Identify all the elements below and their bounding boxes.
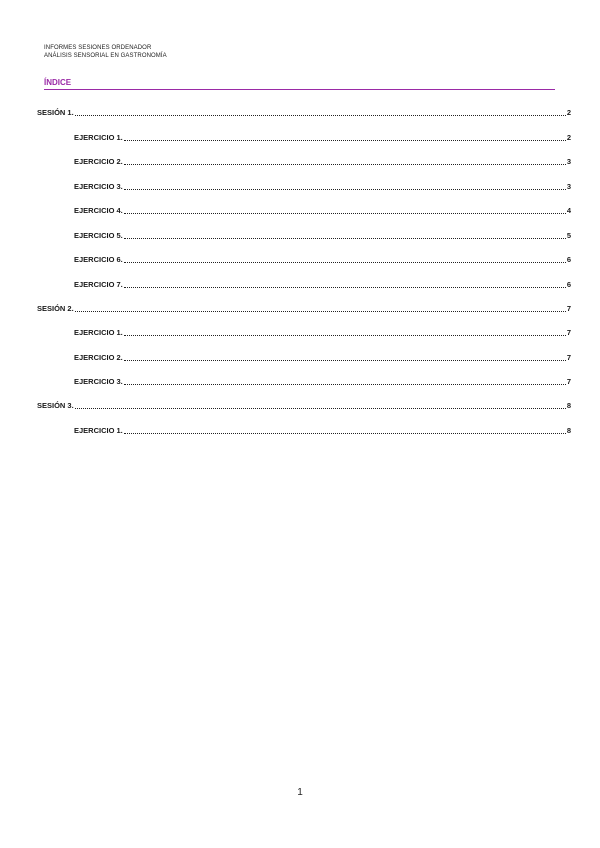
toc-page-number: 2 (566, 108, 571, 117)
toc-leader-dots (124, 384, 566, 385)
toc-page-number: 5 (566, 230, 571, 240)
toc-page-number: 2 (566, 132, 571, 142)
toc-session-1-exercise-7[interactable] (37, 280, 571, 290)
toc-leader-dots (124, 335, 566, 336)
toc-leader-dots (124, 287, 566, 288)
toc-session-1-exercise-1[interactable] (37, 133, 571, 143)
toc-exercise-label: EJERCICIO 5. (74, 230, 123, 240)
toc-leader-dots (124, 213, 566, 214)
toc-session-2-exercise-2[interactable] (37, 353, 571, 363)
toc-session-label: SESIÓN 2. (37, 303, 74, 313)
toc-leader-dots (124, 360, 566, 361)
index-title: ÍNDICE (44, 78, 555, 90)
header-line-2: ANÁLISIS SENSORIAL EN GASTRONOMÍA (44, 53, 167, 59)
toc-exercise-label: EJERCICIO 2. (74, 352, 123, 362)
toc-leader-dots (75, 408, 566, 409)
toc-session-label: SESIÓN 1. (37, 108, 74, 117)
toc-session-2[interactable] (37, 304, 571, 314)
toc-exercise-label: EJERCICIO 6. (74, 255, 123, 264)
toc-leader-dots (124, 433, 566, 434)
table-of-contents (37, 108, 571, 436)
toc-page-number: 8 (566, 401, 571, 410)
header-line-1: INFORMES SESIONES ORDENADOR (44, 45, 152, 51)
toc-session-3[interactable] (37, 401, 571, 411)
toc-page-number: 6 (566, 255, 571, 264)
toc-page-number: 7 (566, 303, 571, 313)
toc-leader-dots (124, 140, 566, 141)
document-header (44, 44, 167, 60)
toc-page-number: 8 (566, 425, 571, 435)
toc-page-number: 7 (566, 377, 571, 386)
toc-exercise-label: EJERCICIO 3. (74, 377, 123, 386)
toc-page-number: 4 (566, 206, 571, 215)
toc-leader-dots (124, 262, 566, 263)
toc-exercise-label: EJERCICIO 1. (74, 132, 123, 142)
toc-page-number: 6 (566, 279, 571, 289)
toc-exercise-label: EJERCICIO 3. (74, 181, 123, 191)
toc-exercise-label: EJERCICIO 4. (74, 206, 123, 215)
toc-session-1-exercise-6[interactable] (37, 255, 571, 265)
toc-page-number: 3 (566, 181, 571, 191)
toc-session-3-exercise-1[interactable] (37, 426, 571, 436)
toc-page-number: 3 (566, 157, 571, 166)
toc-exercise-label: EJERCICIO 7. (74, 279, 123, 289)
toc-leader-dots (124, 238, 566, 239)
toc-session-2-exercise-1[interactable] (37, 328, 571, 338)
toc-session-label: SESIÓN 3. (37, 401, 74, 410)
footer-page-number: 1 (297, 787, 303, 798)
toc-leader-dots (124, 164, 566, 165)
toc-session-1-exercise-5[interactable] (37, 231, 571, 241)
toc-exercise-label: EJERCICIO 1. (74, 425, 123, 435)
toc-session-1-exercise-2[interactable] (37, 157, 571, 167)
toc-session-1-exercise-4[interactable] (37, 206, 571, 216)
toc-session-1-exercise-3[interactable] (37, 182, 571, 192)
toc-page-number: 7 (566, 352, 571, 362)
toc-leader-dots (124, 189, 566, 190)
toc-leader-dots (75, 311, 566, 312)
toc-exercise-label: EJERCICIO 1. (74, 328, 123, 337)
toc-session-2-exercise-3[interactable] (37, 377, 571, 387)
toc-session-1[interactable] (37, 108, 571, 118)
toc-exercise-label: EJERCICIO 2. (74, 157, 123, 166)
toc-leader-dots (75, 115, 566, 116)
toc-page-number: 7 (566, 328, 571, 337)
